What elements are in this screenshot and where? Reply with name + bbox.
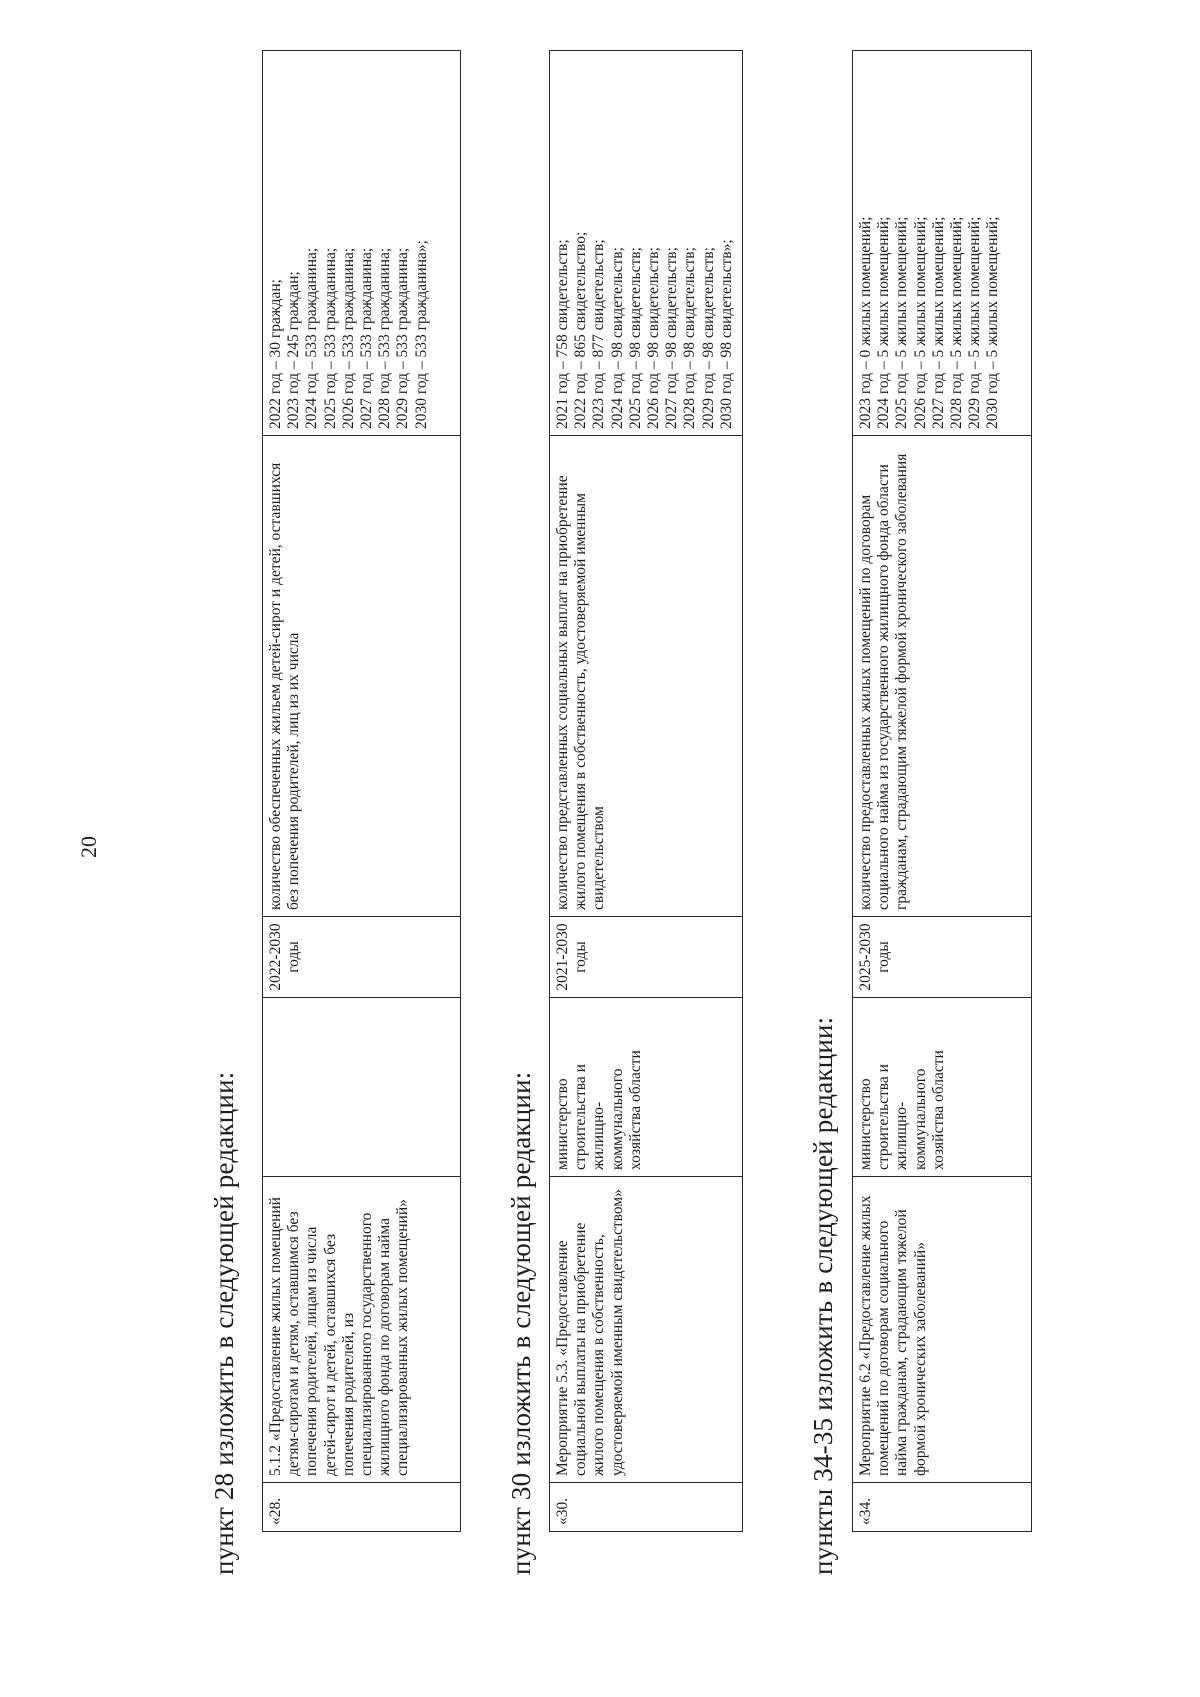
- year-value: 2029 год – 98 свидетельств;: [699, 247, 717, 429]
- year-value: 2027 год – 98 свидетельств;: [663, 247, 681, 429]
- yearly-values: [550, 51, 743, 436]
- year-value: 2029 год – 533 гражданина;: [394, 247, 412, 429]
- yearly-values: [263, 51, 461, 436]
- year-value: 2027 год – 5 жилых помещений;: [929, 216, 947, 429]
- year-value: 2026 год – 98 свидетельств;: [645, 247, 663, 429]
- year-value: 2025 год – 98 свидетельств;: [626, 247, 644, 429]
- year-value: 2025 год – 5 жилых помещений;: [893, 216, 911, 429]
- year-value: 2026 год – 5 жилых помещений;: [911, 216, 929, 429]
- year-value: 2028 год – 533 гражданина;: [376, 247, 394, 429]
- item-number: «30.: [550, 1483, 743, 1532]
- year-value: 2024 год – 98 свидетельств;: [608, 247, 626, 429]
- executor: министерство строительства и жилищно-коммунального хозяйства области: [550, 998, 743, 1177]
- item-number: «34.: [853, 1483, 1032, 1532]
- item-number: «28.: [263, 1483, 461, 1532]
- section-heading-28: пункт 28 изложить в следующей редакции:: [209, 1071, 239, 1575]
- year-value: 2024 год – 5 жилых помещений;: [875, 216, 893, 429]
- table-item-34: [852, 50, 1032, 1532]
- table-row: [550, 51, 743, 1532]
- period: 2022-2030 годы: [263, 917, 461, 998]
- year-value: 2028 год – 98 свидетельств;: [681, 247, 699, 429]
- year-value: 2030 год – 98 свидетельств»;: [717, 239, 735, 429]
- period: 2025-2030 годы: [853, 917, 1032, 998]
- table-item-28: [262, 50, 461, 1532]
- yearly-values: [853, 51, 1032, 436]
- measure-name: 5.1.2 «Предоставление жилых помещений детям-сиротам и детям, оставшимся без попечения родителей, лицам из числа детей-сирот и детей, оставшихся без попечения родителей, из специализированного государственного жилищного фонда по договорам найма специализированных жилых помещений»: [263, 1177, 461, 1483]
- year-value: 2023 год – 0 жилых помещений;: [857, 216, 874, 429]
- period: 2021-2030 годы: [550, 917, 743, 998]
- measure-name: Мероприятие 6.2 «Предоставление жилых помещений по договорам социального найма гражданам, страдающим тяжелой формой хронических заболеваний»: [853, 1177, 1032, 1483]
- year-value: 2021 год – 758 свидетельств;: [554, 239, 571, 429]
- year-value: 2024 год – 533 гражданина;: [303, 247, 321, 429]
- indicator: количество обеспеченных жильем детей-сирот и детей, оставшихся без попечения родителей, лиц из их числа: [263, 436, 461, 917]
- year-value: 2027 год – 533 гражданина;: [358, 247, 376, 429]
- indicator: количество представленных социальных выплат на приобретение жилого помещения в собственность, удостоверяемой именным свидетельством: [550, 436, 743, 917]
- year-value: 2025 год – 533 гражданина;: [321, 247, 339, 429]
- year-value: 2023 год – 877 свидетельств;: [590, 239, 608, 429]
- page-number: 20: [76, 836, 101, 858]
- year-value: 2030 год – 533 гражданина»;: [412, 240, 430, 429]
- section-heading-34-35: пункты 34-35 изложить в следующей редакции:: [808, 1016, 838, 1575]
- year-value: 2030 год – 5 жилых помещений;: [984, 216, 1002, 429]
- year-value: 2029 год – 5 жилых помещений;: [966, 216, 984, 429]
- section-heading-30: пункт 30 изложить в следующей редакции:: [506, 1071, 536, 1575]
- year-value: 2022 год – 30 граждан;: [267, 279, 284, 429]
- table-row: [853, 51, 1032, 1532]
- measure-name: Мероприятие 5.3. «Предоставление социальной выплаты на приобретение жилого помещения в собственность, удостоверяемой именным свидетельством»: [550, 1177, 743, 1483]
- year-value: 2022 год – 865 свидетельство;: [572, 231, 590, 429]
- executor: [263, 998, 461, 1177]
- table-item-30: [549, 50, 743, 1532]
- executor: министерство строительства и жилищно-коммунального хозяйства области: [853, 998, 1032, 1177]
- year-value: 2023 год – 245 граждан;: [285, 271, 303, 429]
- indicator: количество предоставленных жилых помещений по договорам социального найма из государственного жилищного фонда области гражданам, страдающим тяжелой формой хронического заболевания: [853, 436, 1032, 917]
- year-value: 2028 год – 5 жилых помещений;: [948, 216, 966, 429]
- year-value: 2026 год – 533 гражданина;: [339, 247, 357, 429]
- table-row: [263, 51, 461, 1532]
